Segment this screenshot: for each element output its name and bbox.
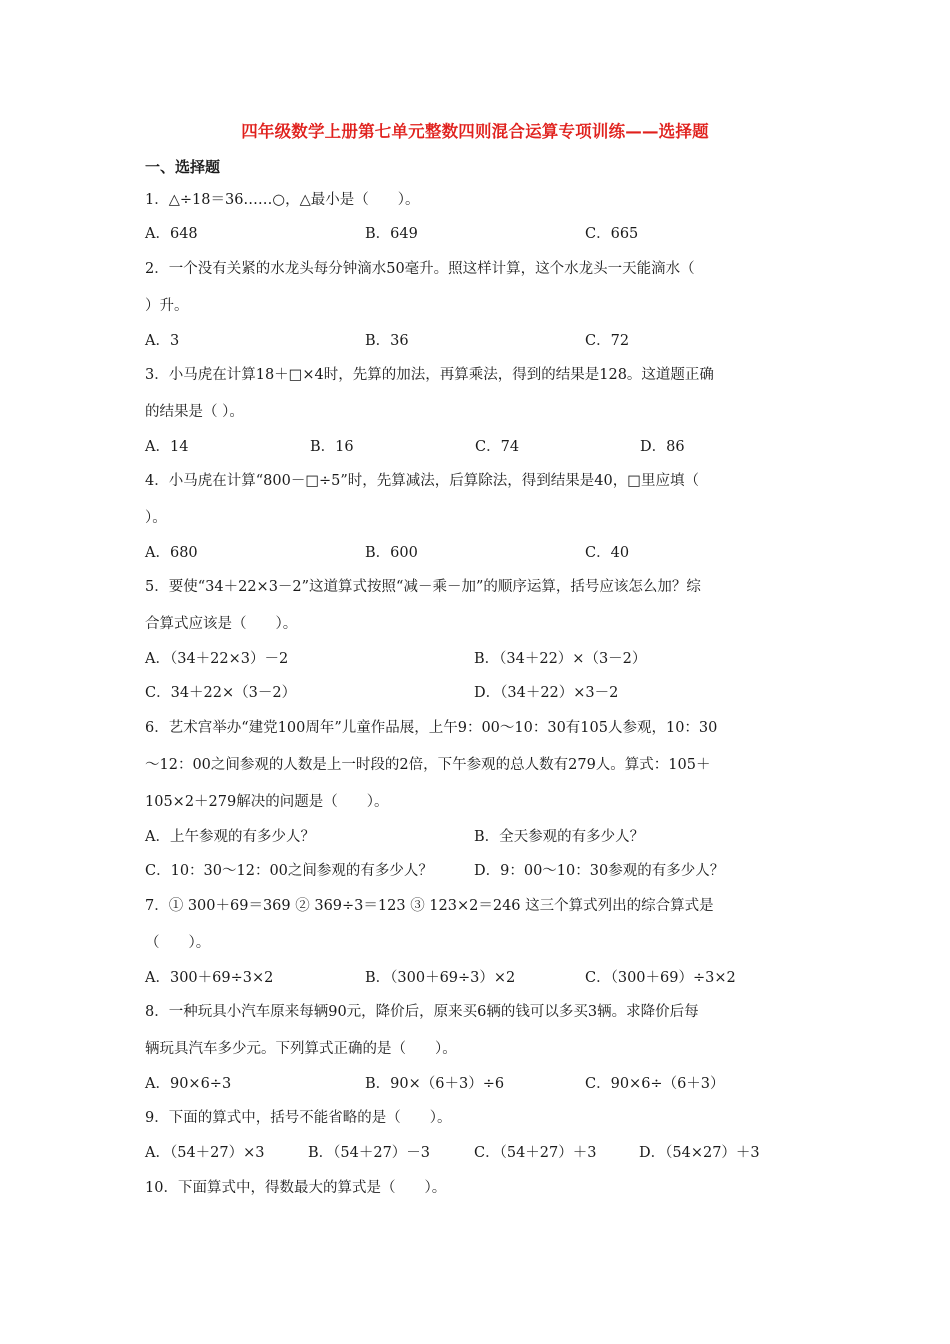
question-9-option-c: C．（54＋27）＋3 [474,1145,597,1161]
question-8-option-c: C．90×6÷（6＋3） [585,1076,725,1092]
question-6-option-c: C．10：30～12：00之间参观的有多少人？ [145,863,433,879]
question-3-option-a: A．14 [145,439,189,455]
question-5-line-2: 合算式应该是（ ）。 [145,616,298,632]
question-2-option-b: B．36 [365,333,409,349]
question-5-option-d: D．（34＋22）×3－2 [474,685,619,701]
question-9-option-a: A．（54＋27）×3 [145,1145,265,1161]
question-2-option-c: C．72 [585,333,630,349]
question-6-option-d: D．9：00～10：30参观的有多少人？ [474,863,725,879]
question-7-option-b: B．（300＋69÷3）×2 [365,970,516,986]
question-9-option-d: D．（54×27）＋3 [639,1145,760,1161]
question-6-line-1: 6．艺术宫举办“建党100周年”儿童作品展，上午9：00～10：30有105人参观，10：30 [145,720,718,736]
section-heading: 一、选择题 [145,158,221,176]
question-8-option-a: A．90×6÷3 [145,1076,232,1092]
question-3-option-d: D．86 [640,439,685,455]
question-4-option-b: B．600 [365,545,418,561]
question-3-line-2: 的结果是（ ）。 [145,404,244,420]
question-3-line-1: 3．小马虎在计算18＋□×4时，先算的加法，再算乘法，得到的结果是128。这道题正确 [145,367,714,383]
question-5-option-a: A．（34＋22×3）－2 [145,651,289,667]
question-6-option-a: A．上午参观的有多少人？ [145,829,315,845]
question-7-option-a: A．300＋69÷3×2 [145,970,274,986]
question-2-line-1: 2．一个没有关紧的水龙头每分钟滴水50毫升。照这样计算，这个水龙头一天能滴水（ [145,261,695,277]
question-5-option-b: B．（34＋22）×（3－2） [474,651,647,667]
question-9-line-1: 9．下面的算式中，括号不能省略的是（ ）。 [145,1110,452,1126]
question-7-option-c: C．（300＋69）÷3×2 [585,970,736,986]
question-7-line-2: （ ）。 [145,935,211,951]
question-3-option-b: B．16 [310,439,354,455]
question-1-option-c: C．665 [585,226,639,242]
question-8-option-b: B．90×（6＋3）÷6 [365,1076,505,1092]
question-4-option-a: A．680 [145,545,198,561]
question-2-option-a: A．3 [145,333,180,349]
question-8-line-2: 辆玩具汽车多少元。下列算式正确的是（ ）。 [145,1041,457,1057]
question-1-option-a: A．648 [145,226,198,242]
question-6-line-3: 105×2＋279解决的问题是（ ）。 [145,794,389,810]
question-5-option-c: C．34＋22×（3－2） [145,685,297,701]
question-4-option-c: C．40 [585,545,630,561]
question-2-line-2: ）升。 [145,298,189,314]
question-4-line-1: 4．小马虎在计算“800－□÷5”时，先算减法，后算除法，得到结果是40，□里应填（ [145,473,699,489]
question-6-line-2: ～12：00之间参观的人数是上一时段的2倍，下午参观的总人数有279人。算式：105＋ [145,757,711,773]
question-7-line-1: 7．① 300＋69＝369 ② 369÷3＝123 ③ 123×2＝246 这三个算式列出的综合算式是 [145,898,714,914]
question-1-option-b: B．649 [365,226,418,242]
question-6-option-b: B．全天参观的有多少人？ [474,829,645,845]
question-10-line-1: 10．下面算式中，得数最大的算式是（ ）。 [145,1180,447,1196]
question-1-line-1: 1．△÷18＝36……○，△最小是（ ）。 [145,192,420,208]
question-8-line-1: 8．一种玩具小汽车原来每辆90元，降价后，原来买6辆的钱可以多买3辆。求降价后每 [145,1004,699,1020]
page-title: 四年级数学上册第七单元整数四则混合运算专项训练——选择题 [241,122,709,141]
question-5-line-1: 5．要使“34＋22×3－2”这道算式按照“减－乘－加”的顺序运算，括号应该怎么加？综 [145,579,701,595]
question-3-option-c: C．74 [475,439,520,455]
question-9-option-b: B．（54＋27）－3 [308,1145,431,1161]
question-4-line-2: ）。 [145,510,167,526]
